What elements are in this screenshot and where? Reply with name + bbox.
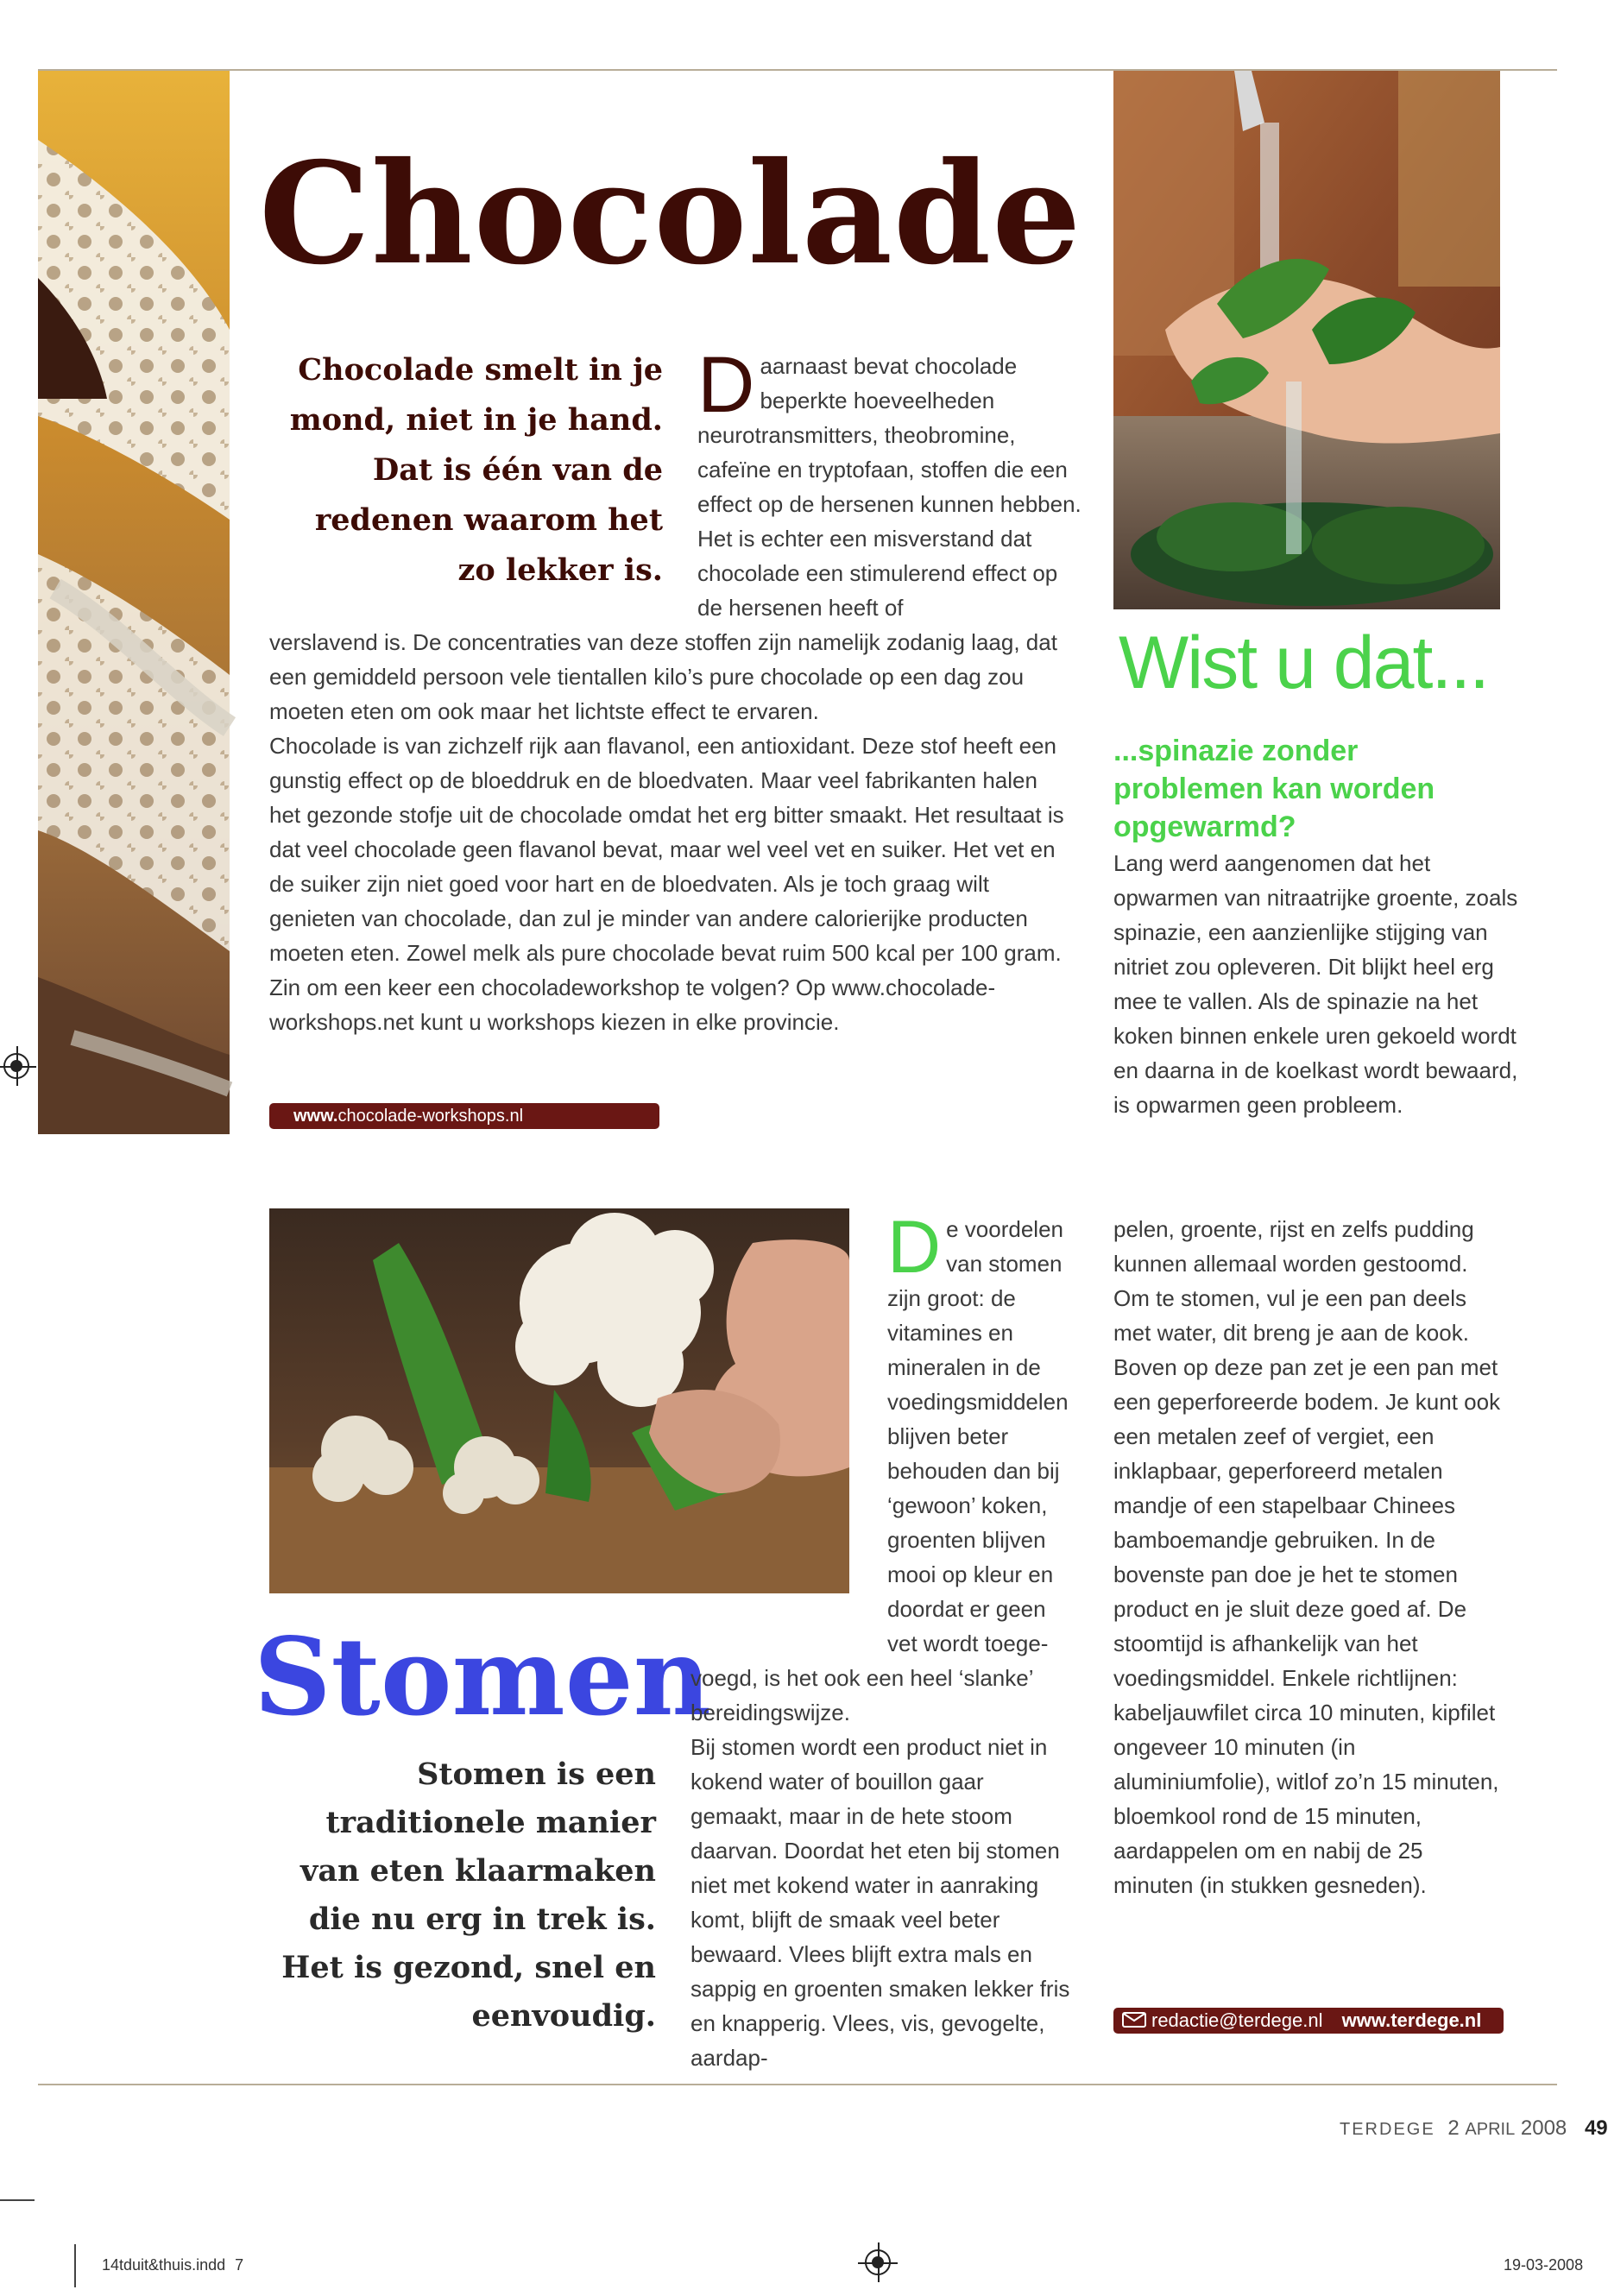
slug-page: 7 xyxy=(235,2256,244,2274)
chocolade-paragraphs xyxy=(269,625,1068,1039)
stomen-intro: Stomen is een traditionele manier van eten klaarmaken die nu erg in trek is. Het is gezond, snel en eenvoudig. xyxy=(281,1757,656,2034)
mail-icon xyxy=(1122,2012,1146,2028)
chocolate-photo xyxy=(38,71,230,1134)
footer-page-number: 49 xyxy=(1584,2116,1608,2140)
slug-date: 19-03-2008 xyxy=(1504,2256,1584,2274)
chocolade-url-link[interactable] xyxy=(269,1103,659,1129)
chocolade-paragraph-3: Zin om een keer een chocoladeworkshop te volgen? Op www.chocolade-workshops.net kunt u workshops kiezen in elke provincie. xyxy=(269,975,996,1035)
page-footer xyxy=(1340,2113,1608,2144)
stomen-right-body: pelen, groente, rijst en zelfs pudding kunnen allemaal worden gestoomd. Om te stomen, vul je een pan deels met water, dit breng je aan de kook. Boven op deze pan zet je een pan met een geperforeerde bodem. Je kunt ook een metalen zeef of vergiet, een inklapbaar, geperforeerd metalen mandje of een stapelbaar Chinees bamboemandje gebruiken. In de bovenste pan doe je het te stomen product en je sluit deze goed af. De stoomtijd is afhankelijk van het voedingsmiddel. Enkele richtlijnen: kabeljauwfilet circa 10 minuten, kipfilet ongeveer 10 minuten (in aluminiumfolie), witlof zo’n 15 minuten, bloemkool rond de 15 minuten, aardappelen om en nabij de 25 minuten (in stukken gesneden). xyxy=(1113,1216,1501,1898)
contact-email-link[interactable]: redactie@terdege.nl xyxy=(1151,2009,1323,2031)
bottom-registration-mark xyxy=(865,2249,891,2275)
bottom-rule xyxy=(38,2084,1557,2085)
stomen-paragraph-2: Bij stomen wordt een product niet in kokend water of bouillon gaar gemaakt, maar in de hete stoom daarvan. Doordat het eten bij stomen niet met kokend water in aanraking komt, blijft de smaak veel beter bewaard. Vlees blijft extra mals en sappig en groenten smaken lekker fris en knapperig. Vlees, vis, gevogelte, aardap- xyxy=(690,1734,1070,2071)
left-registration-mark xyxy=(3,1053,29,1079)
chocolade-intro: Chocolade smelt in je mond, niet in je hand. Dat is één van de redenen waarom het zo lekker is. xyxy=(289,352,663,588)
slug-filename: 14tduit&thuis.indd xyxy=(102,2256,226,2274)
chocolade-url-rest: chocolade-workshops.nl xyxy=(337,1107,524,1126)
chocolade-col-text: aarnaast bevat chocolade beperkte hoeveelheden neurotransmitters, theobromine, cafeïne en tryptofaan, stoffen die een effect op de hersenen kunnen hebben. Het is echter een misverstand dat chocolade een stimulerend effect op de hersenen heeft of xyxy=(697,353,1081,621)
stomen-col-body xyxy=(690,1661,1077,2075)
chocolade-dropcap: D xyxy=(697,341,755,429)
stomen-narrow-body xyxy=(887,1206,1077,1661)
footer-day: 2 xyxy=(1447,2116,1460,2140)
stomen-narrow-text: e voordelen van stomen zijn groot: de vitamines en mineralen in de voedingsmiddelen blijven beter behouden dan bij ‘gewoon’ koken, groenten blijven mooi op kleur en doordat er geen vet wordt toege- xyxy=(887,1216,1069,1656)
stomen-dropcap: D xyxy=(887,1206,942,1289)
chocolade-paragraph-1: verslavend is. De concentraties van deze stoffen zijn namelijk zodanig laag, dat een gemiddeld persoon vele tientallen kilo’s pure chocolade op een dag zou moeten eten om ook maar het lichtste effect te ervaren. xyxy=(269,629,1057,724)
contact-web-link[interactable]: www.terdege.nl xyxy=(1341,2009,1482,2031)
cauliflower-photo xyxy=(269,1208,849,1593)
footer-month: APRIL xyxy=(1465,2120,1516,2139)
slug-left-line xyxy=(0,2199,35,2201)
stomen-title: Stomen xyxy=(254,1615,711,1740)
slug-crop-mark xyxy=(74,2244,76,2287)
chocolade-url-bold: www. xyxy=(293,1107,338,1126)
spinach-photo xyxy=(1113,71,1500,609)
footer-magazine: TERDEGE xyxy=(1340,2120,1435,2139)
slug-file xyxy=(102,2255,243,2275)
stomen-paragraph-1: voegd, is het ook een heel ‘slanke’ bereidingswijze. xyxy=(690,1665,1033,1725)
chocolade-body xyxy=(697,341,1084,625)
chocolade-title: Chocolade xyxy=(259,132,1082,296)
wist-subtitle: ...spinazie zonder problemen kan worden opgewarmd? xyxy=(1113,735,1435,843)
wist-body: Lang werd aangenomen dat het opwarmen van nitraatrijke groente, zoals spinazie, een aanzienlijke stijging van nitriet zou opleveren. Dit blijkt heel erg mee te vallen. Als de spinazie na het koken binnen enkele uren gekoeld wordt en daarna in de koelkast wordt bewaard, is opwarmen geen probleem. xyxy=(1113,850,1518,1118)
wist-title: Wist u dat... xyxy=(1119,621,1489,704)
chocolade-paragraph-2: Chocolade is van zichzelf rijk aan flavanol, een antioxidant. Deze stof heeft een gunstig effect op de bloeddruk en de bloedvaten. Maar veel fabrikanten halen het gezonde stofje uit de chocolade omdat het erg bitter smaakt. Het resultaat is dat veel chocolade geen flavanol bevat, maar wel veel vet en suiker. Het vet en de suiker zijn niet goed voor hart en de bloedvaten. Als je toch graag wilt genieten van chocolade, dan zul je minder van andere calorierijke producten moeten eten. Zowel melk als pure chocolade bevat ruim 500 kcal per 100 gram. xyxy=(269,733,1064,966)
footer-year: 2008 xyxy=(1520,2116,1567,2140)
contact-bar xyxy=(1113,2008,1504,2034)
